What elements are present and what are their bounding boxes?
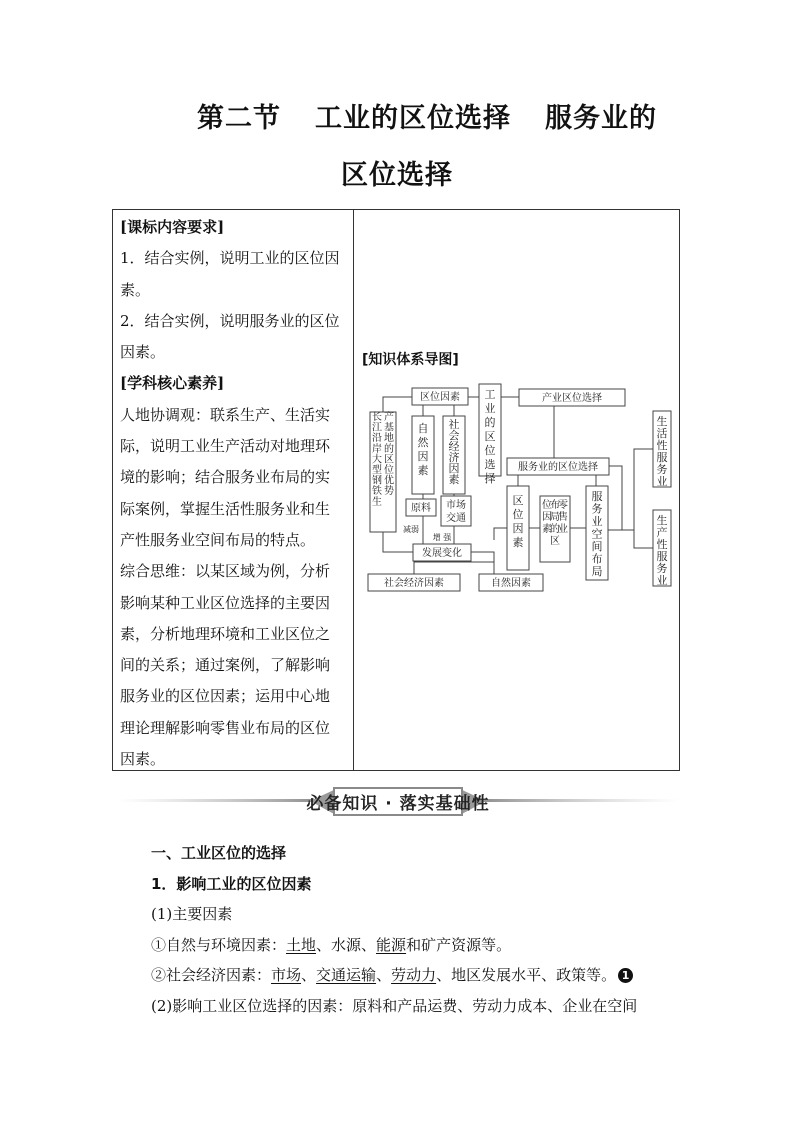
label-lingshou: 零售业布局的区位因素 xyxy=(542,500,568,547)
text-span: 、 xyxy=(301,966,317,985)
blank-land: 土地 xyxy=(286,935,317,954)
literacy-line: 理论理解影响零售业布局的区位 xyxy=(120,718,331,737)
label-gongye: 工业的区位选择 xyxy=(484,388,496,485)
label-kongjian: 服务业空间布局 xyxy=(591,490,603,578)
literacy-line: 人地协调观：联系生产、生活实 xyxy=(120,405,331,424)
label-zengqiang: 增 强 xyxy=(432,533,452,542)
curriculum-item: 1．结合实例，说明工业的区位因 xyxy=(120,249,340,268)
blank-energy: 能源 xyxy=(376,935,407,954)
subsection-heading: 1．影响工业的区位因素 xyxy=(151,874,312,893)
label-quwei: 区位因素 xyxy=(420,392,460,403)
requirements-table xyxy=(112,209,680,771)
blank-market: 市场 xyxy=(271,966,302,985)
blank-transport: 交通运输 xyxy=(316,966,377,985)
literacy-line: 产性服务业空间布局的特点。 xyxy=(120,530,316,549)
literacy-line: 影响某种工业区位选择的主要因 xyxy=(120,593,331,612)
page-title-line1 xyxy=(0,96,794,135)
literacy-heading: [学科核心素养] xyxy=(120,374,225,393)
text-span: 、地区发展水平、政策等。 xyxy=(436,966,617,985)
label-shehui-bottom: 社会经济因素 xyxy=(384,578,444,589)
mindmap-column xyxy=(354,210,680,770)
nature-factors-line xyxy=(151,930,691,961)
title-service: 服务业的 xyxy=(545,103,657,134)
title-industry: 工业的区位选择 xyxy=(315,103,511,134)
blank-labor: 劳动力 xyxy=(391,966,437,985)
literacy-line: 境的影响；结合服务业布局的实 xyxy=(120,468,331,487)
curriculum-heading: [课标内容要求] xyxy=(120,218,225,236)
location-factors-line: (2)影响工业区位选择的因素：原料和产品运费、劳动力成本、企业在空间 xyxy=(151,996,638,1015)
curriculum-item: 素。 xyxy=(120,280,151,299)
label-shengchan: 生产性服务业 xyxy=(656,514,668,587)
page-title-line2: 区位选择 xyxy=(341,160,453,191)
text-span: ①自然与环境因素： xyxy=(151,935,287,954)
curriculum-item: 因素。 xyxy=(120,343,166,362)
literacy-line: 综合思维：以某区域为例，分析 xyxy=(120,562,331,581)
label-fazhan: 发展变化 xyxy=(422,548,462,559)
section-heading: 一、工业区位的选择 xyxy=(151,844,287,862)
note-marker[interactable]: 1 xyxy=(618,968,633,983)
label-shenghuo: 生活性服务业 xyxy=(656,415,668,488)
social-factors-line xyxy=(151,960,691,991)
text-span: 和矿产资源等。 xyxy=(406,935,512,954)
literacy-line: 际案例，掌握生活性服务业和生 xyxy=(120,499,331,518)
literacy-line: 间的关系；通过案例，了解影响 xyxy=(120,656,331,675)
main-content xyxy=(151,838,691,1022)
literacy-line: 服务业的区位因素；运用中心地 xyxy=(120,687,331,706)
label-quwei-v: 区位因素 xyxy=(512,494,524,549)
subsection-item: (1)主要因素 xyxy=(151,905,233,924)
label-jiaotong: 交通 xyxy=(446,513,466,524)
text-span: ②社会经济因素： xyxy=(151,966,272,985)
section-number: 第二节 xyxy=(197,103,281,134)
literacy-line: 素，分析地理环境和工业区位之 xyxy=(120,624,331,643)
literacy-line: 因素。 xyxy=(120,750,166,769)
literacy-line: 际，说明工业生产活动对地理环 xyxy=(120,437,331,456)
label-fuwu: 服务业的区位选择 xyxy=(518,462,598,473)
label-shehui: 社会经济因素 xyxy=(448,418,460,486)
requirements-column xyxy=(113,210,354,770)
curriculum-item: 2．结合实例，说明服务业的区位 xyxy=(120,311,340,330)
label-chanye: 产业区位选择 xyxy=(542,393,602,404)
banner-title: 必备知识 · 落实基础性 xyxy=(306,794,490,814)
label-jianruo: 减弱 xyxy=(403,525,419,534)
mindmap-heading: [知识体系导图] xyxy=(362,352,459,368)
label-changjiang: 长江沿岸大型钢铁生产基地的区位优势 xyxy=(372,412,394,508)
knowledge-mindmap xyxy=(354,380,680,630)
text-span: 、 xyxy=(376,966,392,985)
label-shichang: 市场 xyxy=(446,500,466,511)
label-ziran-bottom: 自然因素 xyxy=(491,578,531,589)
label-ziran: 自然因素 xyxy=(417,422,429,477)
text-span: 、水源、 xyxy=(316,935,377,954)
section-banner xyxy=(118,785,678,819)
label-yuanliao: 原料 xyxy=(411,503,431,514)
